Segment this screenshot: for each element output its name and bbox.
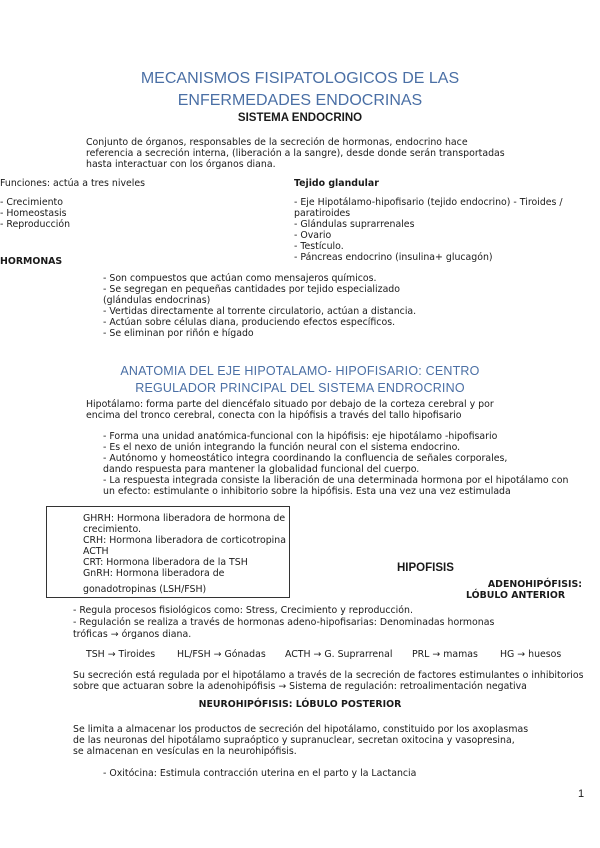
box-line: gonadotropinas (LSH/FSH) xyxy=(83,584,207,595)
box-content xyxy=(83,513,286,595)
list-item: - Regula procesos fisiológicos como: Stress, Crecimiento y reproducción. xyxy=(73,605,413,616)
neurohipofisis-heading: NEUROHIPÓFISIS: LÓBULO POSTERIOR xyxy=(198,699,402,710)
list-item: - Eje Hipotálamo-hipofisario (tejido endocrino) - Tiroides / xyxy=(294,197,563,208)
intro-line: encima del tronco cerebral, conecta con la hipófisis a través del tallo hipofisario xyxy=(86,410,462,421)
box-line: GnRH: Hormona liberadora de xyxy=(83,568,225,579)
box-line: CRH: Hormona liberadora de corticotropina xyxy=(83,535,286,546)
list-item: - Crecimiento xyxy=(0,197,63,208)
list-item: - Glándulas suprarrenales xyxy=(294,219,415,230)
hypothalamic-hormones-box xyxy=(46,506,290,598)
intro-line: Conjunto de órganos, responsables de la secreción de hormonas, endocrino hace xyxy=(86,137,468,148)
list-item: un efecto: estimulante o inhibitorio sobre la hipófisis. Esta una vez una vez estimulada xyxy=(103,486,511,497)
anatomia-intro xyxy=(86,399,494,421)
box-line: CRT: Hormona liberadora de la TSH xyxy=(83,557,248,568)
box-line: ACTH xyxy=(83,546,109,557)
box-line: GHRH: Hormona liberadora de hormona de xyxy=(83,513,286,524)
list-item: - Homeostasis xyxy=(0,208,67,219)
list-item: - Se eliminan por riñón e hígado xyxy=(103,328,254,339)
list-item: - La respuesta integrada consiste la liberación de una determinada hormona por el hipotálamo con xyxy=(103,475,569,486)
anatomia-list xyxy=(103,431,568,497)
hormone-target-3: ACTH → G. Suprarrenal xyxy=(285,649,393,660)
regulation-line: Su secreción está regulada por el hipotálamo a través de la secreción de factores estimulantes o inhibitorios xyxy=(73,670,584,681)
hormonas-heading: HORMONAS xyxy=(0,256,63,267)
anatomia-heading-line-1: ANATOMIA DEL EJE HIPOTALAMO- HIPOFISARIO: CENTRO xyxy=(120,364,480,378)
list-item: (glándulas endocrinas) xyxy=(103,295,211,306)
list-item: tróficas → órganos diana. xyxy=(73,629,192,640)
intro-line: referencia a secreción interna, (liberación a la sangre), desde donde serán transportadas xyxy=(86,148,505,159)
list-item: - Testículo. xyxy=(294,241,344,252)
hormone-target-1: TSH → Tiroides xyxy=(86,649,156,660)
list-item: - Ovario xyxy=(294,230,332,241)
intro-line: hasta interactuar con los órganos diana. xyxy=(86,159,276,170)
list-item: - Oxitócina: Estimula contracción uterina en el parto y la Lactancia xyxy=(103,768,417,779)
neurohipofisis-intro xyxy=(73,724,528,757)
hipofisis-heading: HIPOFISIS xyxy=(397,562,454,574)
list-item: - Reproducción xyxy=(0,219,71,230)
page-number: 1 xyxy=(578,788,585,800)
list-item: - Vertidas directamente al torrente circulatorio, actúan a distancia. xyxy=(103,306,417,317)
intro-line: de las neuronas del hipotálamo supraóptico y supranuclear, secretan oxitocina y vasopresina, xyxy=(73,735,515,746)
hipofisis-regulation xyxy=(73,670,584,692)
adenohipofisis-heading: ADENOHIPÓFISIS: xyxy=(487,579,582,590)
lobulo-anterior-heading: LÓBULO ANTERIOR xyxy=(466,590,566,601)
list-item: paratiroides xyxy=(294,208,351,219)
tejido-glandular-heading: Tejido glandular xyxy=(294,178,379,189)
list-item: - Se segregan en pequeñas cantidades por tejido especializado xyxy=(103,284,400,295)
neurohipofisis-list xyxy=(103,768,416,779)
list-item: dando respuesta para mantener la globalidad funcional del cuerpo. xyxy=(103,464,420,475)
hormone-target-5: HG → huesos xyxy=(500,649,562,660)
tejido-glandular-list xyxy=(294,197,563,263)
funciones-list xyxy=(0,197,70,230)
anatomia-heading-line-2: REGULADOR PRINCIPAL DEL SISTEMA ENDROCRINO xyxy=(135,381,465,395)
intro-line: Hipotálamo: forma parte del diencéfalo situado por debajo de la corteza cerebral y por xyxy=(86,399,494,410)
box-line: crecimiento. xyxy=(83,524,142,535)
document-title-line-2: ENFERMEDADES ENDOCRINAS xyxy=(177,92,423,109)
funciones-heading: Funciones: actúa a tres niveles xyxy=(0,178,146,189)
sistema-endocrino-intro xyxy=(86,137,505,170)
hormonas-list xyxy=(103,273,416,339)
hormone-target-4: PRL → mamas xyxy=(412,649,478,660)
list-item: - Autónomo y homeostático integra coordinando la confluencia de señales corporales, xyxy=(103,453,508,464)
intro-line: Se limita a almacenar los productos de secreción del hipotálamo, constituido por los axoplasmas xyxy=(73,724,529,735)
list-item: - Regulación se realiza a través de hormonas adeno-hipofisarias: Denominadas hormonas xyxy=(73,617,495,628)
document-title-line-1: MECANISMOS FISIPATOLOGICOS DE LAS xyxy=(140,70,460,87)
list-item: - Son compuestos que actúan como mensajeros químicos. xyxy=(103,273,377,284)
list-item: - Forma una unidad anatómica-funcional con la hipófisis: eje hipotálamo -hipofisario xyxy=(103,431,498,442)
list-item: - Páncreas endocrino (insulina+ glucagón) xyxy=(294,252,493,263)
list-item: - Es el nexo de unión integrando la función neural con el sistema endocrino. xyxy=(103,442,461,453)
section-heading-sistema-endocrino: SISTEMA ENDOCRINO xyxy=(237,112,363,124)
intro-line: se almacenan en vesículas en la neurohipófisis. xyxy=(73,746,297,757)
regulation-line: sobre que actuaran sobre la adenohipófisis → Sistema de regulación: retroalimentación negativa xyxy=(73,681,527,692)
hormone-target-2: HL/FSH → Gónadas xyxy=(177,649,266,660)
hipofisis-list xyxy=(73,605,494,640)
list-item: - Actúan sobre células diana, produciendo efectos específicos. xyxy=(103,317,396,328)
